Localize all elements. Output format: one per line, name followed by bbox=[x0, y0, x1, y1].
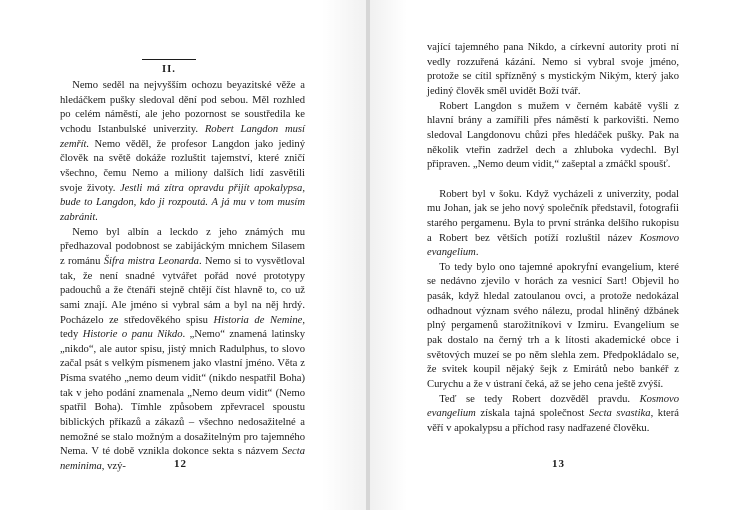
paragraph: Nemo byl albín a leckdo z jeho známých mu předhazoval podobnost se zabijáckým mnichem Silasem z románu Šifra mistra Leonarda. Nemo si to vysvětloval tak, že není snadné vytvářet pořád nové prototypy padouchů a že čtenáři stejně chtějí číst hlavně to, co už sami znají. Ale jméno si vybral sám a byl na něj hrdý. Pocházelo ze středověkého spisu Historia de Nemine, tedy Historie o panu Nikdo. „Nemo“ znamená latinsky „nikdo“, ale autor spisu, jistý mnich Radulphus, to slovo začal psát s velkým písmenem jako vlastní jméno. Věta z Písma svatého „nemo deum vidit“ (nikdo nespatřil Boha) tak v jeho podání znamenala „Nemo deum vidit“ (Nemo spatřil Boha). Tímhle způsobem zpřevracel spoustu biblických příkazů a zákazů – všechno nedosažitelné a nemožné se stalo možným a dosažitelným pro tajemného Nema. V té době vznikla dokonce sekta s názvem Secta neminima, vzý- bbox=[60, 226, 306, 473]
italic-text: Kosmovo evangelium bbox=[427, 232, 679, 259]
chapter-number: II. bbox=[162, 64, 176, 75]
paragraph: vající tajemného pana Nikdo, a církevní autority proti ní vedly rozzuřená kázání. Nemo si vybral svoje jméno, protože se cítil spřízněný s mystickým Nikým, který jako jediný člověk směl uvidět Boží tvář. bbox=[427, 42, 679, 97]
left-page bbox=[0, 0, 366, 510]
italic-text: Kosmovo evangelium bbox=[427, 393, 679, 420]
italic-text: Secta svastika bbox=[588, 408, 651, 420]
paragraph: Robert byl v šoku. Když vycházeli z univerzity, podal mu Johan, jak se jeho nový společník představil, fotografii starého pergamenu. Byla to první stránka delšího rukopisu a Robert bez větších potíží rozluštil název Kosmovo evangelium. bbox=[427, 188, 679, 259]
italic-text: Historia de Nemine bbox=[213, 314, 303, 326]
right-text-block bbox=[427, 41, 679, 437]
italic-text: Robert Langdon musí zemřít. bbox=[60, 123, 305, 150]
paragraph: Teď se tedy Robert dozvěděl pravdu. Kosmovo evangelium získala tajná společnost Secta svastika, která věří v apokalypsu a příchod rasy nadřazené člověku. bbox=[427, 393, 679, 435]
italic-text: Historie o panu Nikdo bbox=[82, 329, 183, 341]
italic-text: Jestli má zítra opravdu přijít apokalypsa, bude to Langdon, kdo ji rozpoutá. A já mu v tom musím zabránit. bbox=[60, 182, 305, 223]
italic-text: Secta neminima bbox=[60, 446, 305, 473]
chapter-rule bbox=[142, 59, 196, 60]
italic-text: Šifra mistra Leonarda bbox=[103, 255, 199, 267]
page-number: 13 bbox=[552, 458, 565, 470]
paragraph: Nemo seděl na nejvyšším ochozu beyazitské věže a hledáčkem pušky sledoval dění pod sebou. Měl rozhled po celém náměstí, ale jeho pozornost se soustředila ke vchodu Istanbulské univerzity. Robert Langdon musí zemřít. Nemo věděl, že profesor Langdon jako jediný člověk na světě dokáže rozluštit tajemství, které zničí všechno, čemu Nemo a miliony dalších lidí zasvětili svoje životy. Jestli má zítra opravdu přijít apokalypsa, bude to Langdon, kdo ji rozpoutá. A já mu v tom musím zabránit. bbox=[60, 80, 305, 223]
left-text-block bbox=[60, 79, 305, 475]
right-page bbox=[370, 0, 737, 510]
paragraph: To tedy bylo ono tajemné apokryfní evangelium, které se nedávno zjevilo v horách za vesnicí Sart! Objevil ho pasák, když hledal zatoulanou ovci, a protože nedokázal odhadnout význam svého nálezu, prodal hliněný džbánek plný pergamenů starožitníkovi v Izmiru. Evangelium se pak dostalo na černý trh a k lítosti akademické obce i světových muzeí se po něm slehla zem. Předpokládalo se, že svitek koupil nějaký šejk z Emirátů nebo bankéř z Curychu a že v ústraní čeká, až se jeho cena ještě zvýší. bbox=[427, 261, 679, 391]
page-number: 12 bbox=[174, 458, 187, 470]
paragraph: Robert Langdon s mužem v černém kabátě vyšli z hlavní brány a zamířili přes náměstí k parkovišti. Nemo sledoval Langdonovu chůzi přes hledáček pušky. Pak na několik vteřin zadržel dech a zhluboka vydechl. Byl připraven. „Nemo deum vidit,“ zašeptal a zmáčkl spoušť. bbox=[427, 100, 679, 171]
